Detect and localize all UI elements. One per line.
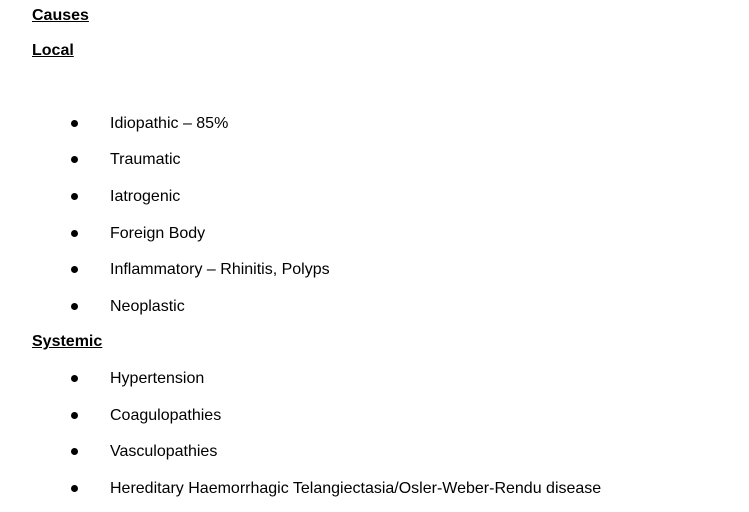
bullet-icon bbox=[71, 448, 78, 455]
bullet-icon bbox=[71, 375, 78, 382]
bullet-icon bbox=[71, 266, 78, 273]
list-item-text: Hereditary Haemorrhagic Telangiectasia/Osler-Weber-Rendu disease bbox=[110, 480, 602, 497]
list-item bbox=[0, 406, 749, 426]
list-item bbox=[0, 187, 749, 207]
list-item bbox=[0, 297, 749, 317]
list-item bbox=[0, 442, 749, 462]
list-item-text: Vasculopathies bbox=[110, 443, 218, 460]
list-item-text: Idiopathic – 85% bbox=[110, 115, 229, 132]
list-item-text: Hypertension bbox=[110, 370, 205, 387]
local-heading: Local bbox=[32, 42, 74, 59]
bullet-icon bbox=[71, 156, 78, 163]
list-item bbox=[0, 224, 749, 244]
list-item bbox=[0, 369, 749, 389]
bullet-icon bbox=[71, 193, 78, 200]
list-item-text: Coagulopathies bbox=[110, 407, 222, 424]
bullet-icon bbox=[71, 230, 78, 237]
systemic-heading: Systemic bbox=[32, 333, 103, 350]
bullet-icon bbox=[71, 412, 78, 419]
list-item-text: Iatrogenic bbox=[110, 188, 181, 205]
list-item bbox=[0, 260, 749, 280]
list-item bbox=[0, 479, 749, 499]
list-item-text: Traumatic bbox=[110, 151, 181, 168]
bullet-icon bbox=[71, 120, 78, 127]
list-item-text: Inflammatory – Rhinitis, Polyps bbox=[110, 261, 330, 278]
bullet-icon bbox=[71, 303, 78, 310]
list-item bbox=[0, 114, 749, 134]
list-item bbox=[0, 150, 749, 170]
causes-heading: Causes bbox=[32, 7, 89, 24]
bullet-icon bbox=[71, 485, 78, 492]
list-item-text: Foreign Body bbox=[110, 225, 206, 242]
list-item-text: Neoplastic bbox=[110, 298, 185, 315]
